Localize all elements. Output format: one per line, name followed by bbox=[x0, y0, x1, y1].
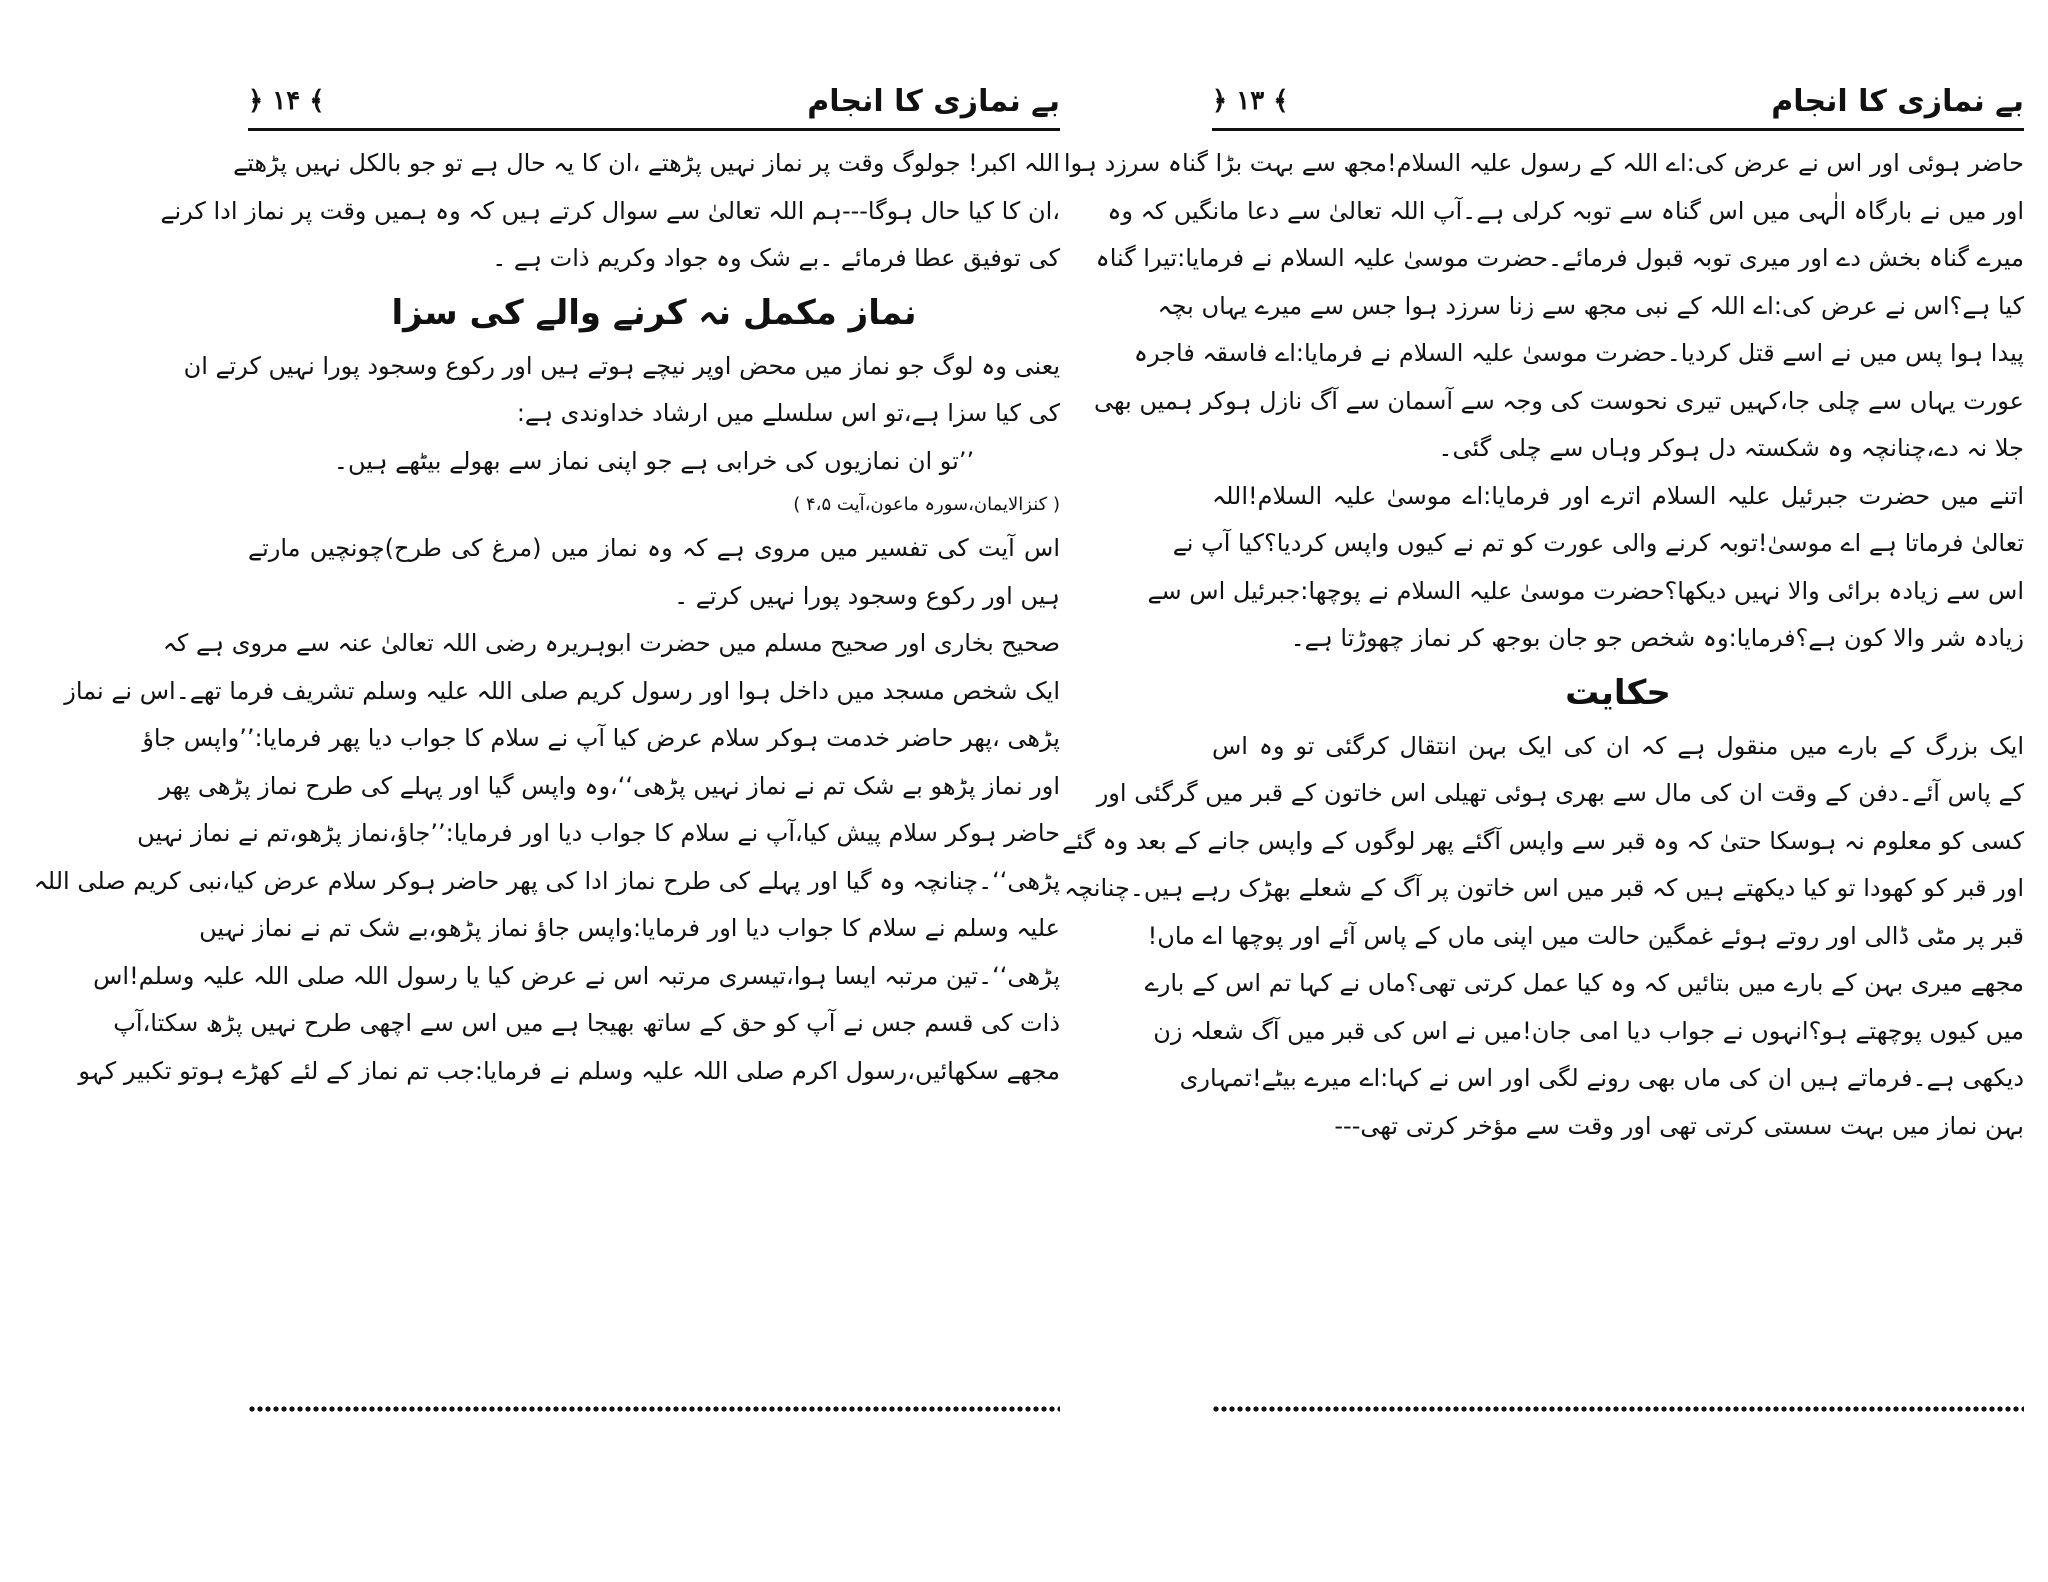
text-line: پڑھی‘‘۔تین مرتبہ ایسا ہوا،تیسری مرتبہ اس نے عرض کیا یا رسول اللہ صلی اللہ علیہ وسلم!اس bbox=[93, 961, 1060, 990]
page-header bbox=[1212, 80, 2024, 131]
text-line: میرے گناہ بخش دے اور میری توبہ قبول فرمائے۔حضرت موسیٰ علیہ السلام نے فرمایا:تیرا گناہ bbox=[1095, 244, 2024, 272]
text-line: اللہ اکبر! جولوگ وقت پر نماز نہیں پڑھتے ،ان کا یہ حال ہے تو جو بالکل نہیں پڑھتے bbox=[233, 149, 1060, 177]
text-line: قبر پر مٹی ڈالی اور روتے ہوئے غمگین حالت میں اپنی ماں کے پاس آئے اور پوچھا اے ماں! bbox=[1147, 921, 2024, 950]
text-line: میں کیوں پوچھتے ہو؟انہوں نے جواب دیا امی جان!میں نے اس کی قبر میں آگ شعلہ زن bbox=[1153, 1016, 2024, 1045]
text-line: دیکھی ہے۔فرماتے ہیں ان کی ماں بھی رونے لگی اور اس نے کہا:اے میرے بیٹے!تمہاری bbox=[1179, 1064, 2024, 1092]
text-line: زیادہ شر والا کون ہے؟فرمایا:وہ شخص جو جان بوجھ کر نماز چھوڑتا ہے۔ bbox=[1290, 624, 2024, 652]
dotted-footer-rule bbox=[1212, 1405, 2024, 1413]
text-line: حاضر ہوئی اور اس نے عرض کی:اے اللہ کے رسول علیہ السلام!مجھ سے بہت بڑا گناہ سرزد ہوا bbox=[1063, 149, 2024, 177]
text-line: پیدا ہوا پس میں نے اسے قتل کردیا۔حضرت موسیٰ علیہ السلام نے فرمایا:اے فاسقہ فاجرہ bbox=[1133, 339, 2024, 367]
text-line: مجھے میری بہن کے بارے میں بتائیں کہ وہ کیا عمل کرتی تھی؟ماں نے کہا تم اس کے بارے bbox=[1144, 969, 2024, 997]
page-number: ﴿ ۱۳ ﴾ bbox=[1212, 86, 1289, 116]
page-header bbox=[248, 80, 1060, 131]
text-line: اور میں نے بارگاہ الٰہی میں اس گناہ سے توبہ کرلی ہے۔آپ اللہ تعالیٰ سے دعا مانگیں کہ وہ bbox=[1107, 196, 2024, 225]
text-line: اور نماز پڑھو بے شک تم نے نماز نہیں پڑھی‘‘،وہ واپس گیا اور پہلے کی طرح نماز پڑھی پھر bbox=[159, 771, 1060, 800]
page-body bbox=[1062, 140, 2024, 1150]
text-line: کیا ہے؟اس نے عرض کی:اے اللہ کے نبی مجھ سے زنا سرزد ہوا جس سے میرے یہاں بچہ bbox=[1157, 291, 2024, 320]
text-line: ہیں اور رکوع وسجود پورا نہیں کرتے ۔ bbox=[674, 581, 1060, 610]
text-line: پڑھی ،پھر حاضر خدمت ہوکر سلام عرض کیا آپ نے سلام کا جواب دیا پھر فرمایا:’’واپس جاؤ bbox=[142, 724, 1060, 752]
text-line: تعالیٰ فرماتا ہے اے موسیٰ!توبہ کرنے والی عورت کو تم نے کیوں واپس کردیا؟کیا آپ نے bbox=[1172, 529, 2024, 557]
text-line: ذات کی قسم جس نے آپ کو حق کے ساتھ بھیجا ہے میں اس سے اچھی طرح نہیں پڑھ سکتا،آپ bbox=[113, 1009, 1060, 1037]
text-line: اس سے زیادہ برائی والا نہیں دیکھا؟حضرت موسیٰ علیہ السلام نے پوچھا:جبرئیل اس سے bbox=[1147, 576, 2024, 605]
text-line: جلا نہ دے،چنانچہ وہ شکستہ دل ہوکر وہاں سے چلی گئی۔ bbox=[1438, 434, 2024, 462]
text-line: ایک شخص مسجد میں داخل ہوا اور رسول کریم صلی اللہ علیہ وسلم تشریف فرما تھے۔اس نے نماز bbox=[64, 676, 1060, 705]
text-line: کے پاس آئے۔دفن کے وقت ان کی مال سے بھری ہوئی تھیلی اس خاتون کے قبر میں گرگئی اور bbox=[1096, 779, 2024, 807]
text-line: مجھے سکھائیں،رسول اکرم صلی اللہ علیہ وسلم نے فرمایا:جب تم نماز کے لئے کھڑے ہوتو تکبیر کہو bbox=[78, 1056, 1060, 1085]
dotted-footer-rule bbox=[248, 1405, 1060, 1413]
page-body bbox=[33, 140, 1060, 1095]
text-line: اور قبر کو کھودا تو کیا دیکھتے ہیں کہ قبر میں اس خاتون پر آگ کے شعلے بھڑک رہے ہیں۔چنانچہ bbox=[1064, 874, 2024, 902]
text-line: ایک بزرگ کے بارے میں منقول ہے کہ ان کی ایک بہن انتقال کرگئی تو وہ اس bbox=[1212, 731, 2024, 760]
text-line: یعنی وہ لوگ جو نماز میں محض اوپر نیچے ہوتے ہیں اور رکوع وسجود پورا نہیں کرتے ان bbox=[183, 351, 1060, 380]
text-line: حاضر ہوکر سلام پیش کیا،آپ نے سلام کا جواب دیا اور فرمایا:’’جاؤ،نماز پڑھو،تم نے نماز نہیں bbox=[137, 819, 1060, 847]
text-line: بہن نماز میں بہت سستی کرتی تھی اور وقت سے مؤخر کرتی تھی--- bbox=[1334, 1111, 2024, 1140]
text-line: ،ان کا کیا حال ہوگا---ہم اللہ تعالیٰ سے سوال کرتے ہیں کہ وہ ہمیں وقت پر نماز ادا کرنے bbox=[160, 196, 1060, 225]
citation: ( کنزالایمان،سورہ ماعون،آیت ۴،۵ ) bbox=[793, 494, 1060, 515]
section-heading: حکایت bbox=[1565, 672, 1671, 713]
text-line: اس آیت کی تفسیر میں مروی ہے کہ وہ نماز میں (مرغ کی طرح)چونچیں مارتے bbox=[248, 534, 1060, 562]
text-line: کسی کو معلوم نہ ہوسکا حتیٰ کہ وہ قبر سے واپس آگئے پھر لوگوں کے واپس جانے کے بعد وہ گئے bbox=[1062, 826, 2024, 855]
text-line: علیہ وسلم نے سلام کا جواب دیا اور فرمایا:واپس جاؤ نماز پڑھو،بے شک تم نے نماز نہیں bbox=[199, 914, 1060, 942]
running-title: بے نمازی کا انجام bbox=[807, 84, 1060, 119]
text-line: کی توفیق عطا فرمائے ۔بے شک وہ جواد وکریم ذات ہے ۔ bbox=[492, 244, 1060, 272]
text-line: پڑھی‘‘۔چنانچہ وہ گیا اور پہلے کی طرح نماز ادا کی پھر حاضر ہوکر سلام عرض کیا،نبی کریم صلی اللہ bbox=[33, 866, 1060, 895]
text-line: اتنے میں حضرت جبرئیل علیہ السلام اترے اور فرمایا:اے موسیٰ علیہ السلام!اللہ bbox=[1212, 481, 2024, 510]
running-title: بے نمازی کا انجام bbox=[1771, 84, 2024, 119]
page-number: ﴿ ۱۴ ﴾ bbox=[248, 86, 325, 116]
right-page bbox=[1062, 80, 2024, 1420]
left-page bbox=[33, 80, 1060, 1420]
section-heading: نماز مکمل نہ کرنے والے کی سزا bbox=[391, 292, 917, 333]
text-line: عورت یہاں سے چلی جا،کہیں تیری نحوست کی وجہ سے آسمان سے آگ نازل ہوکر ہمیں بھی bbox=[1093, 386, 2024, 415]
text-line: کی کیا سزا ہے،تو اس سلسلے میں ارشاد خداوندی ہے: bbox=[516, 399, 1060, 427]
quote-line: ’’تو ان نمازیوں کی خرابی ہے جو اپنی نماز سے بھولے بیٹھے ہیں۔ bbox=[333, 446, 975, 475]
text-line: صحیح بخاری اور صحیح مسلم میں حضرت ابوہریرہ رضی اللہ تعالیٰ عنہ سے مروی ہے کہ bbox=[162, 629, 1060, 657]
